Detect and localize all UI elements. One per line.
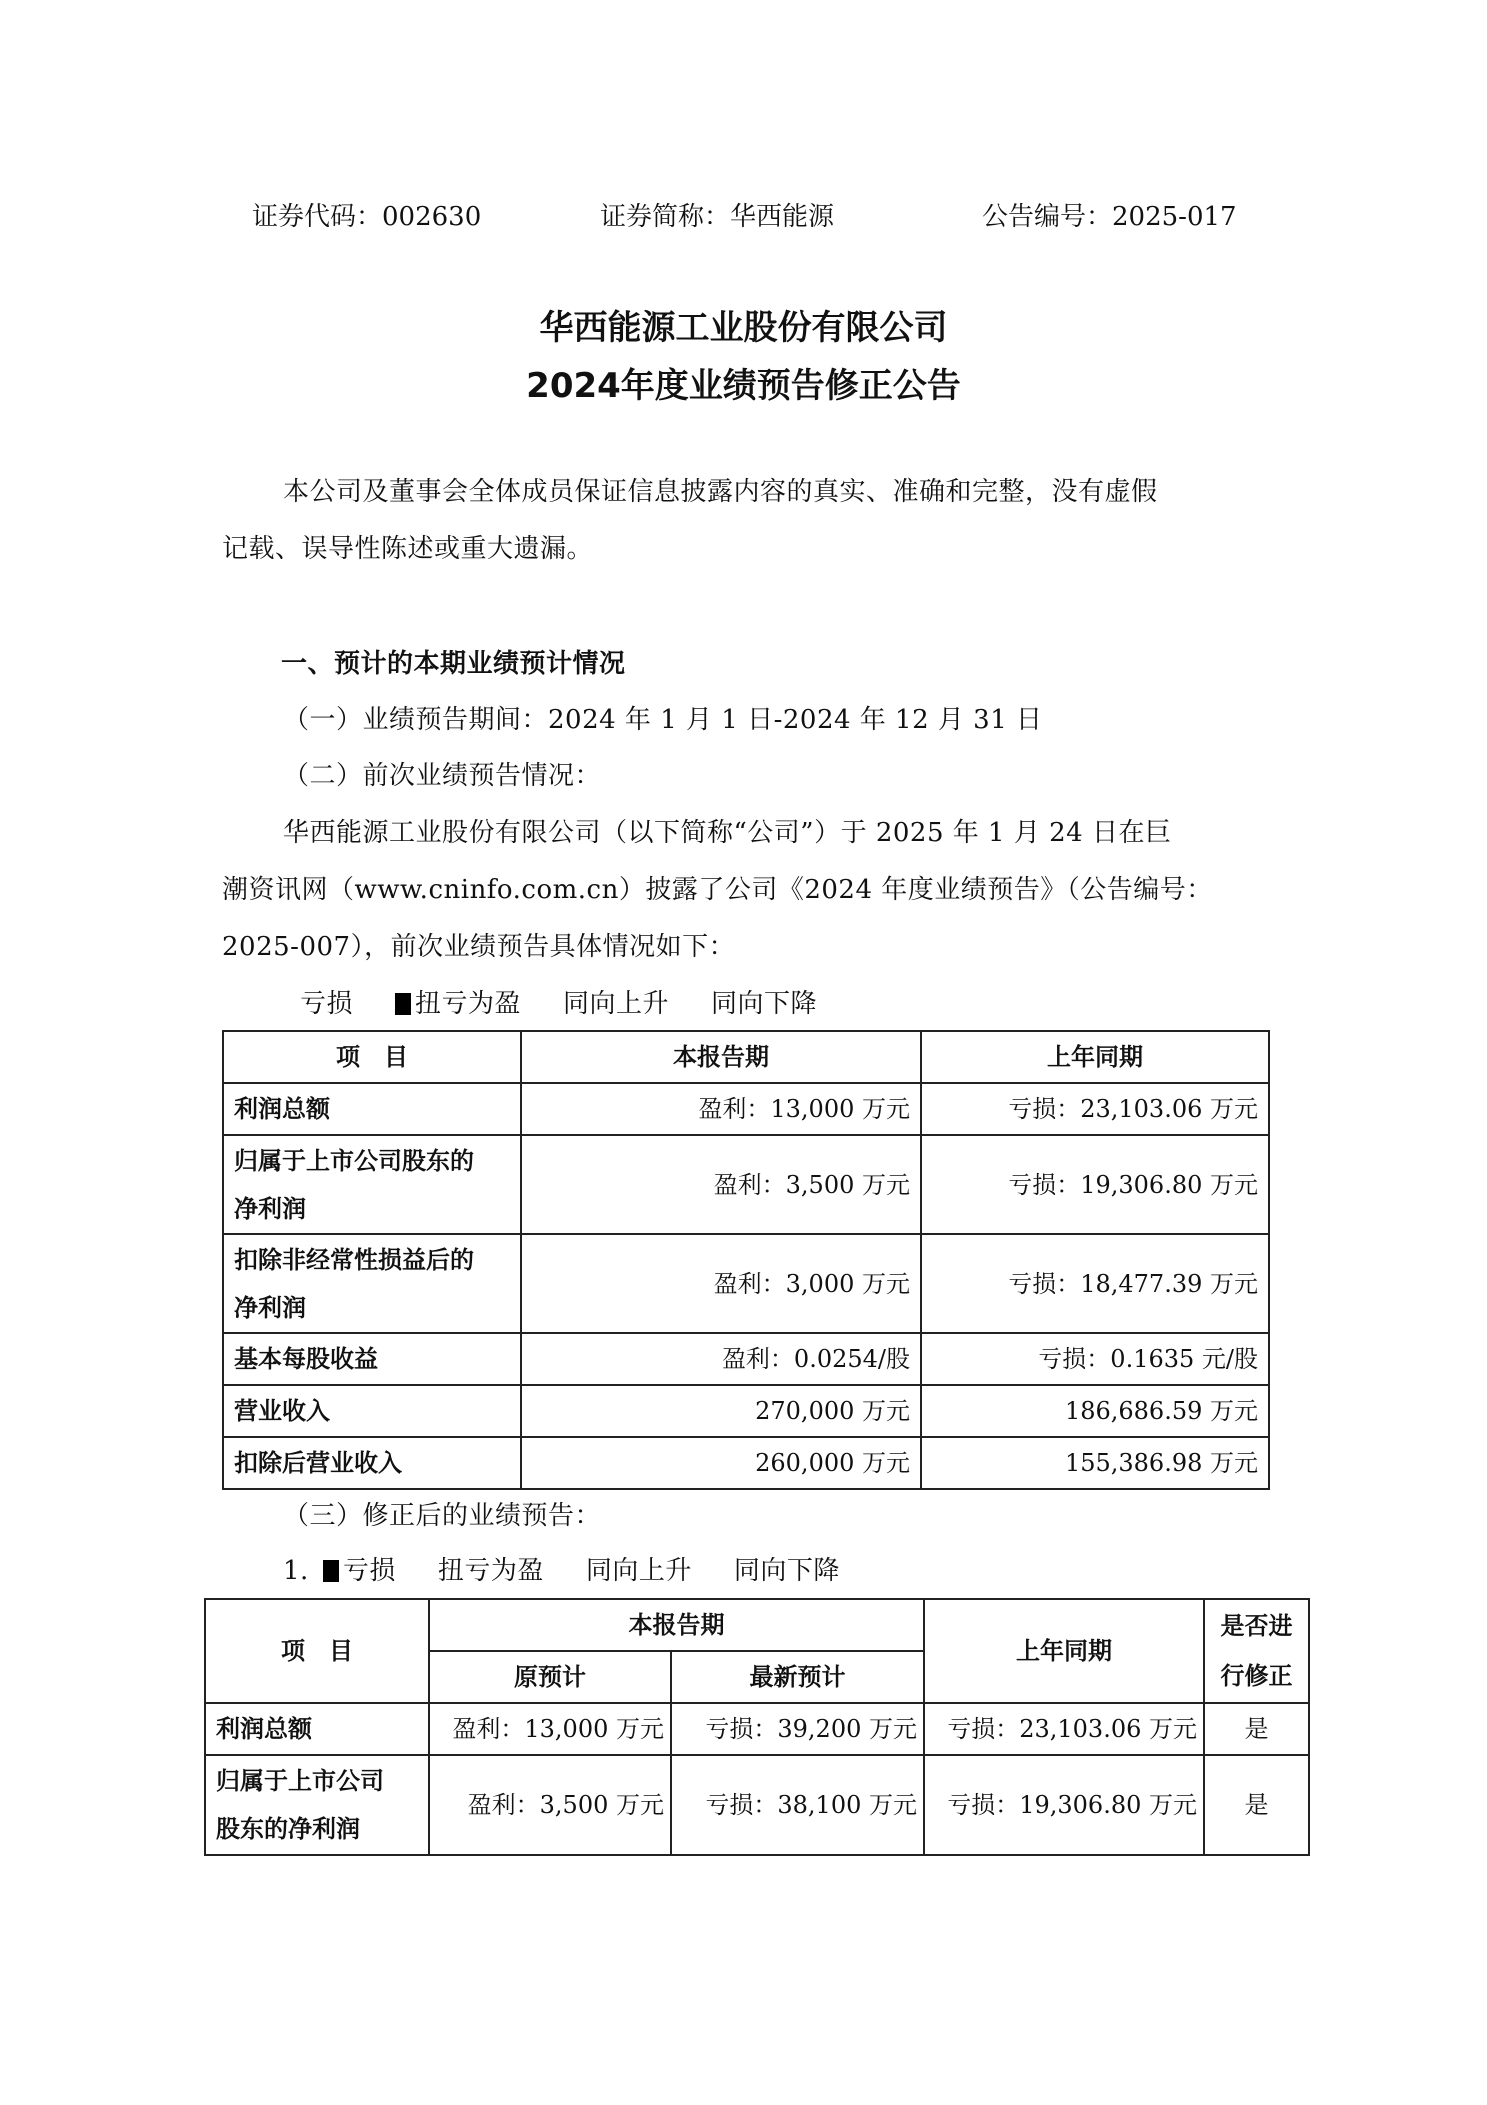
prior-paragraph-line-1: 华西能源工业股份有限公司（以下简称“公司”）于 2025 年 1 月 24 日在巨 (283, 818, 1172, 848)
option-label: 亏损 (342, 1556, 396, 1586)
header-current-period: 本报告期 (429, 1599, 924, 1651)
option-decrease: 同向下降 (733, 1556, 840, 1586)
row-label-line-1: 归属于上市公司 (216, 1767, 384, 1795)
last-year-value: 亏损：19,306.80 万元 (921, 1135, 1269, 1234)
prior-forecast-type-options (300, 988, 817, 1020)
revised-forecast-table (204, 1598, 1310, 1856)
row-label: 营业收入 (223, 1385, 521, 1437)
header-item: 项 目 (205, 1599, 429, 1703)
last-year-value: 155,386.98 万元 (921, 1437, 1269, 1489)
statement-line-2: 记载、误导性陈述或重大遗漏。 (222, 534, 594, 564)
header-last-year: 上年同期 (921, 1031, 1269, 1083)
current-value: 盈利：0.0254/股 (521, 1333, 921, 1385)
checked-square-icon (395, 993, 411, 1015)
latest-value: 亏损：39,200 万元 (671, 1703, 924, 1755)
row-label-line-2: 净利润 (234, 1293, 306, 1322)
list-number: 1. (283, 1556, 309, 1586)
row-label-line-1: 归属于上市公司股东的 (234, 1146, 474, 1175)
last-year-value: 亏损：0.1635 元/股 (921, 1333, 1269, 1385)
checked-square-icon (323, 1560, 339, 1582)
last-year-value: 186,686.59 万元 (921, 1385, 1269, 1437)
prior-forecast-table (222, 1030, 1270, 1490)
option-decrease: 同向下降 (711, 989, 818, 1019)
latest-value: 亏损：38,100 万元 (671, 1755, 924, 1855)
announcement-title: 2024年度业绩预告修正公告 (526, 366, 961, 406)
current-value: 盈利：3,500 万元 (521, 1135, 921, 1234)
row-label (223, 1234, 521, 1333)
revised-flag: 是 (1204, 1703, 1309, 1755)
original-value: 盈利：3,500 万元 (429, 1755, 671, 1855)
last-year-value: 亏损：18,477.39 万元 (921, 1234, 1269, 1333)
row-label-line-1: 扣除非经常性损益后的 (234, 1245, 474, 1274)
header-revised (1204, 1599, 1309, 1703)
section-heading: 一、预计的本期业绩预计情况 (281, 649, 626, 679)
announcement-number: 公告编号：2025-017 (982, 202, 1237, 232)
stock-short-name: 证券简称：华西能源 (600, 202, 835, 232)
row-label: 利润总额 (205, 1703, 429, 1755)
row-label-line-2: 净利润 (234, 1194, 306, 1223)
current-value: 盈利：13,000 万元 (521, 1083, 921, 1135)
row-label-line-2: 股东的净利润 (216, 1815, 360, 1843)
stock-code: 证券代码：002630 (252, 202, 482, 232)
option-label: 扭亏为盈 (415, 989, 522, 1019)
option-turnaround (395, 989, 521, 1019)
header-current-period: 本报告期 (521, 1031, 921, 1083)
header-original-forecast: 原预计 (429, 1651, 671, 1703)
revised-forecast-type-options (283, 1555, 840, 1587)
option-increase: 同向上升 (563, 989, 670, 1019)
table-row (223, 1385, 1269, 1437)
revised-forecast-heading: （三）修正后的业绩预告： (283, 1501, 602, 1531)
table-row (223, 1234, 1269, 1333)
statement-line-1: 本公司及董事会全体成员保证信息披露内容的真实、准确和完整，没有虚假 (283, 477, 1158, 507)
option-loss: 亏损 (300, 989, 354, 1019)
option-turnaround: 扭亏为盈 (437, 1556, 544, 1586)
last-year-value: 亏损：19,306.80 万元 (924, 1755, 1204, 1855)
row-label: 扣除后营业收入 (223, 1437, 521, 1489)
table-header-row (223, 1031, 1269, 1083)
header-latest-forecast: 最新预计 (671, 1651, 924, 1703)
table-row (205, 1755, 1309, 1855)
table-row (205, 1703, 1309, 1755)
company-title: 华西能源工业股份有限公司 (539, 308, 948, 348)
current-value: 270,000 万元 (521, 1385, 921, 1437)
option-loss (323, 1556, 396, 1586)
last-year-value: 亏损：23,103.06 万元 (924, 1703, 1204, 1755)
header-revised-line-1: 是否进 (1220, 1612, 1293, 1640)
prior-forecast-heading: （二）前次业绩预告情况： (283, 761, 602, 791)
row-label (223, 1135, 521, 1234)
current-value: 盈利：3,000 万元 (521, 1234, 921, 1333)
table-row (223, 1333, 1269, 1385)
table-row (223, 1083, 1269, 1135)
header-revised-line-2: 行修正 (1220, 1662, 1293, 1690)
table-header-row (205, 1599, 1309, 1651)
current-value: 260,000 万元 (521, 1437, 921, 1489)
header-last-year: 上年同期 (924, 1599, 1204, 1703)
option-increase: 同向上升 (585, 1556, 692, 1586)
original-value: 盈利：13,000 万元 (429, 1703, 671, 1755)
last-year-value: 亏损：23,103.06 万元 (921, 1083, 1269, 1135)
prior-paragraph-line-3: 2025-007），前次业绩预告具体情况如下： (222, 932, 736, 962)
row-label: 利润总额 (223, 1083, 521, 1135)
table-row (223, 1135, 1269, 1234)
header-item: 项 目 (223, 1031, 521, 1083)
table-row (223, 1437, 1269, 1489)
row-label: 基本每股收益 (223, 1333, 521, 1385)
prior-paragraph-line-2: 潮资讯网（www.cninfo.com.cn）披露了公司《2024 年度业绩预告》（公告编号： (222, 875, 1213, 905)
revised-flag: 是 (1204, 1755, 1309, 1855)
forecast-period: （一）业绩预告期间：2024 年 1 月 1 日-2024 年 12 月 31 日 (283, 705, 1043, 735)
row-label (205, 1755, 429, 1855)
